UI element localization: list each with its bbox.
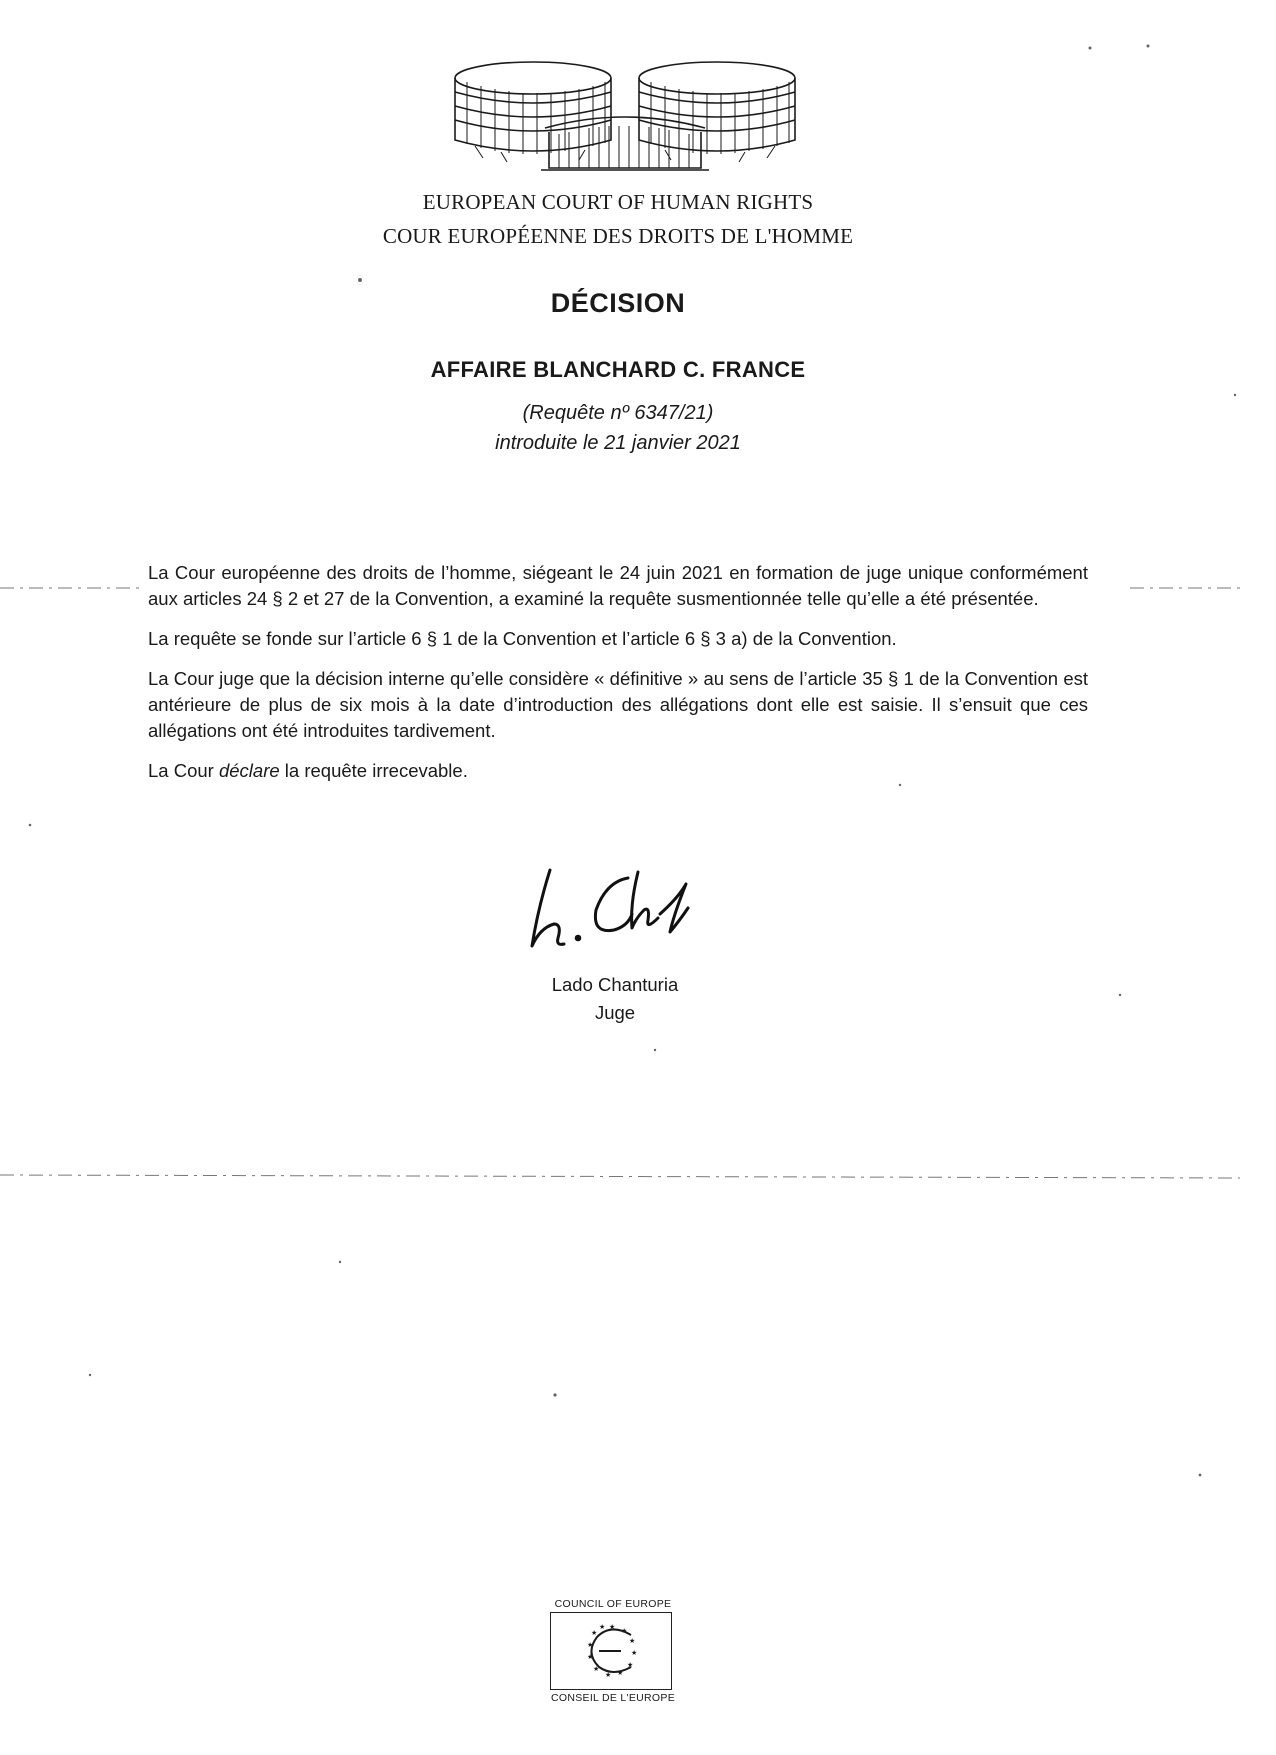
application-number: (Requête nº 6347/21) xyxy=(522,402,714,424)
decision-body xyxy=(148,560,1088,798)
svg-text:★: ★ xyxy=(599,1623,606,1631)
paragraph-conclusion xyxy=(148,758,1088,784)
svg-text:★: ★ xyxy=(591,1629,598,1637)
svg-text:★: ★ xyxy=(627,1661,634,1669)
introduction-date: introduite le 21 janvier 2021 xyxy=(495,432,741,454)
court-name-french: COUR EUROPÉENNE DES DROITS DE L'HOMME xyxy=(382,224,854,248)
svg-text:★: ★ xyxy=(593,1665,600,1673)
coe-emblem-icon xyxy=(551,1613,673,1691)
court-name-english: EUROPEAN COURT OF HUMAN RIGHTS xyxy=(422,190,814,214)
org-name-english: COUNCIL OF EUROPE xyxy=(554,1598,672,1610)
conclusion-prefix: La Cour xyxy=(148,760,219,781)
council-of-europe-logo xyxy=(548,1598,678,1708)
svg-text:★: ★ xyxy=(605,1671,612,1679)
coe-emblem-box xyxy=(550,1612,672,1690)
conclusion-emphasis: déclare xyxy=(218,760,280,781)
svg-text:★: ★ xyxy=(587,1653,594,1661)
court-building-icon xyxy=(445,58,805,180)
document-type-title: DÉCISION xyxy=(550,288,686,318)
signer-role: Juge xyxy=(594,1002,636,1023)
paragraph-formation: La Cour européenne des droits de l’homme, siégeant le 24 juin 2021 en formation de juge unique conformément aux articles 24 § 2 et 27 de la Convention, a examiné la requête susmentionnée telle qu’elle a été présentée. xyxy=(148,562,1088,609)
paragraph-grounds: La requête se fonde sur l’article 6 § 1 de la Convention et l’article 6 § 3 a) de la Convention. xyxy=(148,628,897,649)
paragraph-reasoning: La Cour juge que la décision interne qu’elle considère « définitive » au sens de l’article 35 § 1 de la Convention est antérieure de plus de six mois à la date d’introduction des allégations dont elle est saisie. Il s’ensuit que ces allégations ont été introduites tardivement. xyxy=(148,668,1088,741)
conclusion-suffix: la requête irrecevable. xyxy=(279,760,468,781)
svg-text:★: ★ xyxy=(631,1649,638,1657)
handwritten-signature xyxy=(510,858,710,958)
case-name: AFFAIRE BLANCHARD C. FRANCE xyxy=(430,357,806,382)
svg-text:★: ★ xyxy=(629,1637,636,1645)
svg-text:★: ★ xyxy=(621,1627,628,1635)
svg-text:★: ★ xyxy=(617,1669,624,1677)
org-name-french: CONSEIL DE L'EUROPE xyxy=(550,1692,675,1704)
signer-name: Lado Chanturia xyxy=(551,974,679,995)
svg-text:★: ★ xyxy=(609,1623,616,1631)
svg-text:★: ★ xyxy=(587,1641,594,1649)
